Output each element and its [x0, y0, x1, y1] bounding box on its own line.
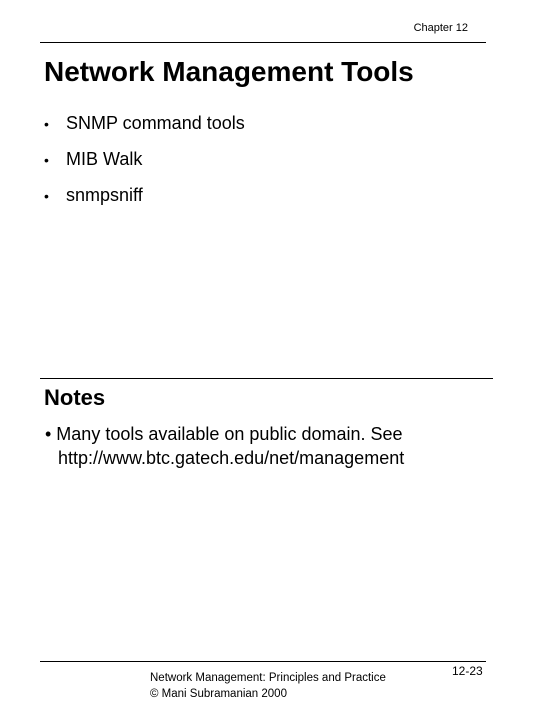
chapter-label: Chapter 12 [413, 22, 468, 34]
bullet-item [44, 113, 245, 149]
bullet-text: snmpsniff [66, 185, 143, 205]
footer-copyright: © Mani Subramanian 2000 [150, 688, 287, 700]
notes-heading: Notes [44, 385, 106, 410]
bullet-text: MIB Walk [66, 149, 143, 169]
bullet-list [44, 113, 245, 221]
footer-credits [150, 670, 386, 702]
page-number: 12-23 [452, 664, 483, 678]
bullet-icon: • [44, 152, 49, 168]
header-divider [40, 42, 486, 43]
notes-body [45, 422, 404, 470]
bullet-item [44, 185, 245, 221]
footer-book-title: Network Management: Principles and Practice [150, 672, 386, 684]
bullet-icon: • [44, 116, 49, 132]
notes-text: • Many tools available on public domain. See [45, 424, 403, 444]
notes-divider [40, 378, 493, 379]
bullet-icon: • [44, 188, 49, 204]
bullet-text: SNMP command tools [66, 113, 245, 133]
slide-title: Network Management Tools [44, 56, 414, 87]
bullet-item [44, 149, 245, 185]
footer-divider [40, 661, 486, 662]
notes-url: http://www.btc.gatech.edu/net/management [58, 448, 405, 468]
